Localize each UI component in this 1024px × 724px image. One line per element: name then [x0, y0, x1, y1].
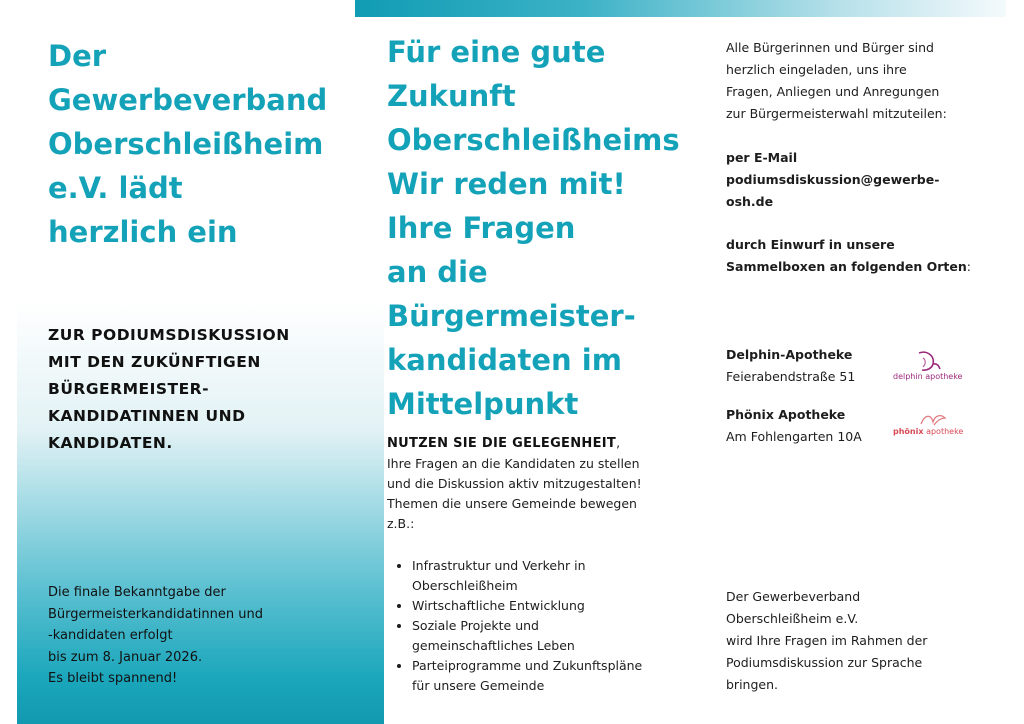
top-accent-bar	[355, 0, 1006, 17]
middle-title-questions: Ihre Fragen an die Bürgermeister- kandidaten im Mittelpunkt	[387, 211, 636, 421]
dolphin-icon	[913, 350, 941, 374]
closing-text: Der Gewerbeverband Oberschleißheim e.V. wird Ihre Fragen im Rahmen der Podiumsdiskussion zur Sprache bringen.	[726, 589, 928, 692]
phoenix-bird-icon	[917, 412, 947, 428]
list-item: • Wirtschaftliche Entwicklung	[412, 596, 712, 616]
announcement-text: Die finale Bekanntgabe der Bürgermeisterkandidatinnen und -kandidaten erfolgt bis zum 8. Januar 2026. Es bleibt spannend!	[48, 585, 264, 686]
middle-body: NUTZEN SIE DIE GELEGENHEIT, Ihre Fragen an die Kandidaten zu stellen und die Diskussion aktiv mitzugestalten! Themen die unsere Gemeinde bewegen z.B.:	[387, 435, 642, 531]
collection-boxes-text: durch Einwurf in unsere Sammelboxen an folgenden Orten:	[726, 237, 971, 274]
list-item: • Soziale Projekte und gemeinschaftliches Leben	[412, 616, 712, 656]
left-title: Der Gewerbeverband Oberschleißheim e.V. lädt herzlich ein	[48, 39, 328, 249]
topics-list	[387, 556, 712, 696]
invitation-text: Alle Bürgerinnen und Bürger sind herzlich eingeladen, uns ihre Fragen, Anliegen und Anregungen zur Bürgermeisterwahl mitzuteilen:	[726, 40, 947, 121]
delphin-apotheke-logo: delphin apotheke	[893, 350, 965, 382]
list-item: • Infrastruktur und Verkehr in Oberschleißheim	[412, 556, 712, 596]
left-subtitle: ZUR PODIUMSDISKUSSION MIT DEN ZUKÜNFTIGEN BÜRGERMEISTER- KANDIDATINNEN UND KANDIDATEN.	[48, 326, 290, 452]
pharmacy-delphin: Delphin-Apotheke Feierabendstraße 51	[726, 347, 856, 384]
list-item: • Parteiprogramme und Zukunftspläne für unsere Gemeinde	[412, 656, 712, 696]
lead-heading: NUTZEN SIE DIE GELEGENHEIT	[387, 436, 617, 451]
pharmacy-phoenix: Phönix Apotheke Am Fohlengarten 10A	[726, 407, 862, 444]
middle-title: Für eine gute Zukunft Oberschleißheims Wir reden mit!	[387, 35, 680, 201]
phoenix-apotheke-logo: phönix apotheke	[893, 412, 971, 444]
email-contact: per E-Mail podiumsdiskussion@gewerbe- osh.de	[726, 147, 996, 213]
email-address[interactable]: podiumsdiskussion@gewerbe- osh.de	[726, 172, 940, 209]
